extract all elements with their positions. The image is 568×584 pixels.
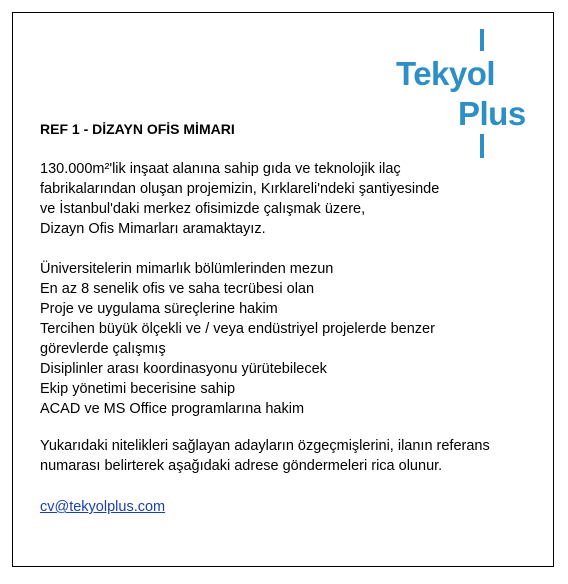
intro-line: Dizayn Ofis Mimarları aramaktayız. <box>40 221 266 237</box>
logo-word-plus: Plus <box>458 95 526 132</box>
closing-line: numarası belirterek aşağıdaki adrese göndermeleri rica olunur. <box>40 458 443 474</box>
requirement-item: Ekip yönetimi becerisine sahip <box>40 381 236 397</box>
requirements-list <box>40 259 540 419</box>
requirement-item: görevlerde çalışmış <box>40 341 166 357</box>
intro-line: ve İstanbul'daki merkez ofisimizde çalışmak üzere, <box>40 201 366 217</box>
intro-line: 130.000m²'lik inşaat alanına sahip gıda ve teknolojik ilaç <box>40 161 401 177</box>
requirement-item: Üniversitelerin mimarlık bölümlerinden mezun <box>40 261 334 277</box>
tekyol-plus-logo <box>380 23 526 163</box>
logo-word-tekyol: Tekyol <box>396 55 496 92</box>
intro-paragraph <box>40 159 540 239</box>
intro-line: fabrikalarından oluşan projemizin, Kırklareli'ndeki şantiyesinde <box>40 181 440 197</box>
logo-bar-bottom <box>480 134 484 158</box>
logo-bar-top <box>480 29 484 51</box>
email-link[interactable]: cv@tekyolplus.com <box>40 499 166 515</box>
closing-paragraph <box>40 436 540 476</box>
requirement-item: Disiplinler arası koordinasyonu yürütebilecek <box>40 361 327 377</box>
requirement-item: En az 8 senelik ofis ve saha tecrübesi olan <box>40 281 315 297</box>
ad-title: REF 1 - DİZAYN OFİS MİMARI <box>40 121 235 137</box>
requirement-item: Proje ve uygulama süreçlerine hakim <box>40 301 278 317</box>
closing-line: Yukarıdaki nitelikleri sağlayan adayların özgeçmişlerini, ilanın referans <box>40 438 490 454</box>
requirement-item: Tercihen büyük ölçekli ve / veya endüstriyel projelerde benzer <box>40 321 435 337</box>
requirement-item: ACAD ve MS Office programlarına hakim <box>40 401 305 417</box>
